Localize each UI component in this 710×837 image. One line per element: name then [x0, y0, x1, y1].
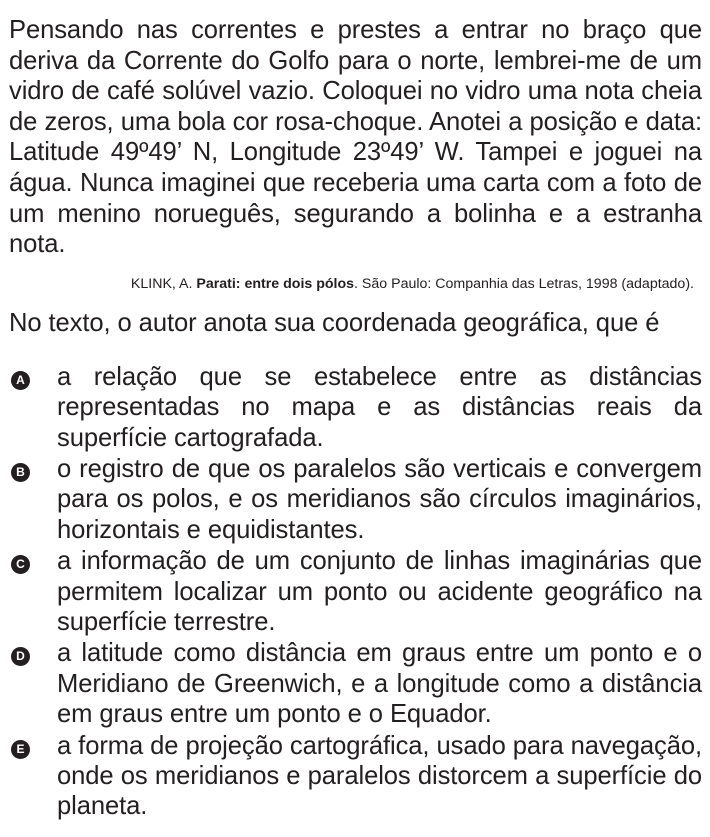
citation-title: Parati: entre dois pólos	[196, 275, 355, 292]
answer-options	[9, 362, 702, 822]
option-e-letter-badge: E	[11, 740, 30, 759]
option-e-text: a forma de projeção cartográfica, usado para navegação, onde os meridianos e paralelos distorcem a superfície do planeta.	[57, 731, 702, 821]
option-b-text: o registro de que os paralelos são verticais e convergem para os polos, e os meridianos são círculos imaginários, horizontais e equidistantes.	[57, 454, 702, 544]
option-c-letter-badge: C	[11, 555, 30, 574]
option-b[interactable]	[9, 454, 702, 545]
option-d-text: a latitude como distância em graus entre um ponto e o Meridiano de Greenwich, e a longitude como a distância em graus entre um ponto e o Equador.	[57, 639, 702, 729]
citation	[9, 275, 694, 293]
option-a[interactable]	[9, 362, 702, 453]
citation-author: KLINK, A.	[130, 275, 197, 292]
option-c-text: a informação de um conjunto de linhas imaginárias que permitem localizar um ponto ou acidente geográfico na superfície terrestre.	[57, 547, 702, 636]
option-d[interactable]	[9, 638, 702, 729]
question-stem: No texto, o autor anota sua coordenada geográfica, que é	[9, 308, 660, 337]
option-b-letter-badge: B	[11, 463, 30, 482]
option-e[interactable]	[9, 731, 702, 822]
option-c[interactable]	[9, 546, 702, 637]
option-a-text: a relação que se estabelece entre as distâncias representadas no mapa e as distâncias reais da superfície cartografada.	[57, 362, 702, 452]
passage-text: Pensando nas correntes e prestes a entrar no braço que deriva da Corrente do Golfo para o norte, lembrei-me de um vidro de café solúvel vazio. Coloquei no vidro uma nota cheia de zeros, uma bola cor rosa-choque. Anotei a posição e data: Latitude 49º49’ N, Longitude 23º49’ W. Tampei e joguei na água. Nunca imaginei que receberia uma carta com a foto de um menino norueguês, segurando a bolinha e a estranha nota.	[9, 16, 702, 259]
citation-publication: . São Paulo: Companhia das Letras, 1998 (adaptado).	[354, 275, 694, 292]
option-a-letter-badge: A	[11, 371, 30, 390]
option-d-letter-badge: D	[11, 647, 30, 666]
